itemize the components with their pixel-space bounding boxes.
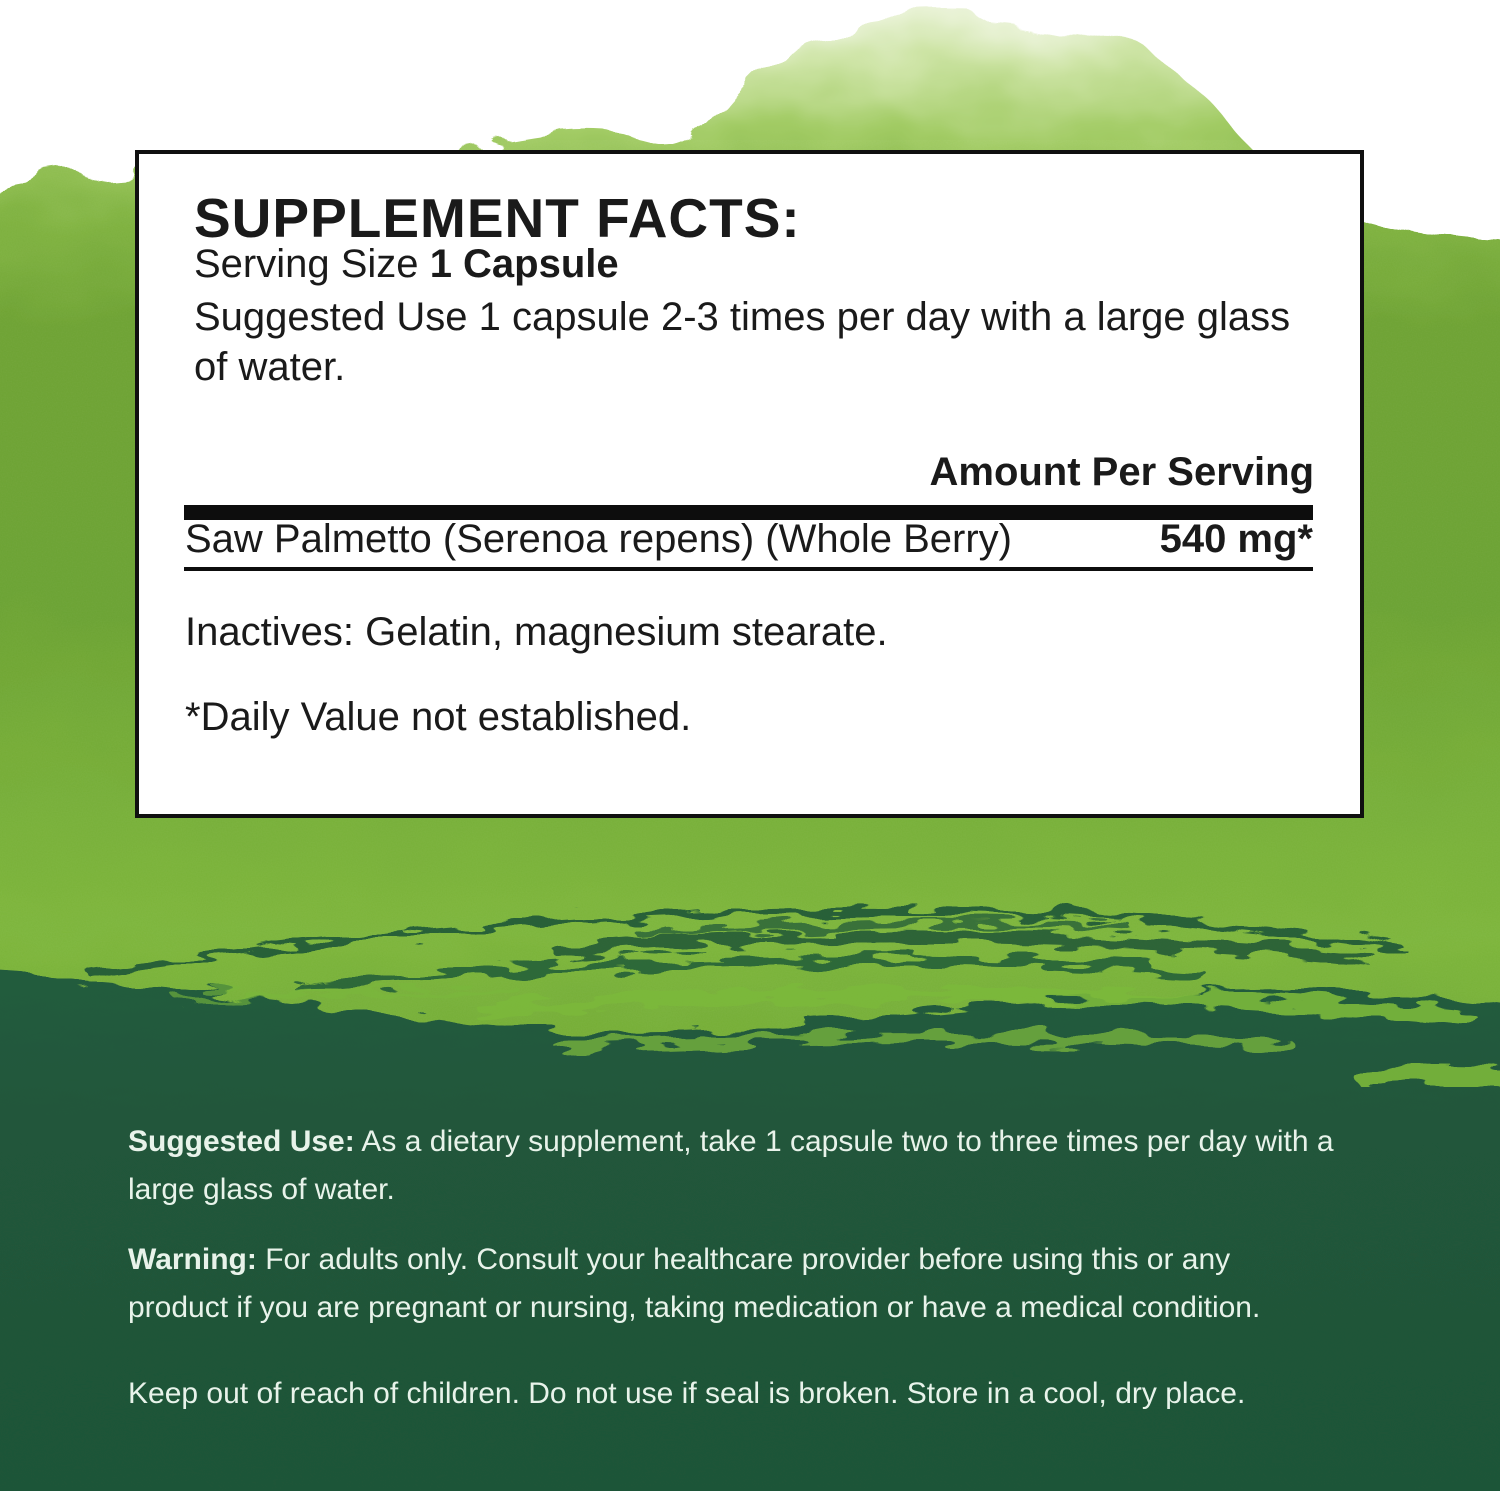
thin-divider [184,567,1313,571]
panel-suggested-use: Suggested Use 1 capsule 2-3 times per day with a large glass of water. [194,295,1291,389]
amount-per-serving-header: Amount Per Serving [929,450,1314,494]
warning-label: Warning: [128,1243,257,1276]
storage-paragraph: Keep out of reach of children. Do not use if seal is broken. Store in a cool, dry place. [128,1377,1246,1410]
suggested-use-text: As a dietary supplement, take 1 capsule two to three times per day with a large glass of water. [128,1125,1334,1206]
daily-value-footnote: *Daily Value not established. [185,695,692,739]
warning-paragraph [128,1236,1303,1332]
inactives-line: Inactives: Gelatin, magnesium stearate. [185,610,888,654]
panel-title: SUPPLEMENT FACTS: [194,187,801,249]
suggested-use-label: Suggested Use: [128,1125,355,1158]
ingredient-name: Saw Palmetto (Serenoa repens) (Whole Berry) [185,517,1012,561]
ingredient-row [185,517,1313,562]
serving-size-line [194,242,619,287]
ingredient-amount: 540 mg* [1159,517,1313,561]
serving-size-label: Serving Size [194,242,419,286]
warning-text: For adults only. Consult your healthcare provider before using this or any product if you are pregnant or nursing, taking medication or have a medical condition. [128,1243,1261,1324]
directions-block [128,1118,1500,1418]
suggested-use-paragraph [128,1118,1388,1214]
supplement-facts-panel [135,150,1364,818]
serving-size-value: 1 Capsule [429,242,619,286]
